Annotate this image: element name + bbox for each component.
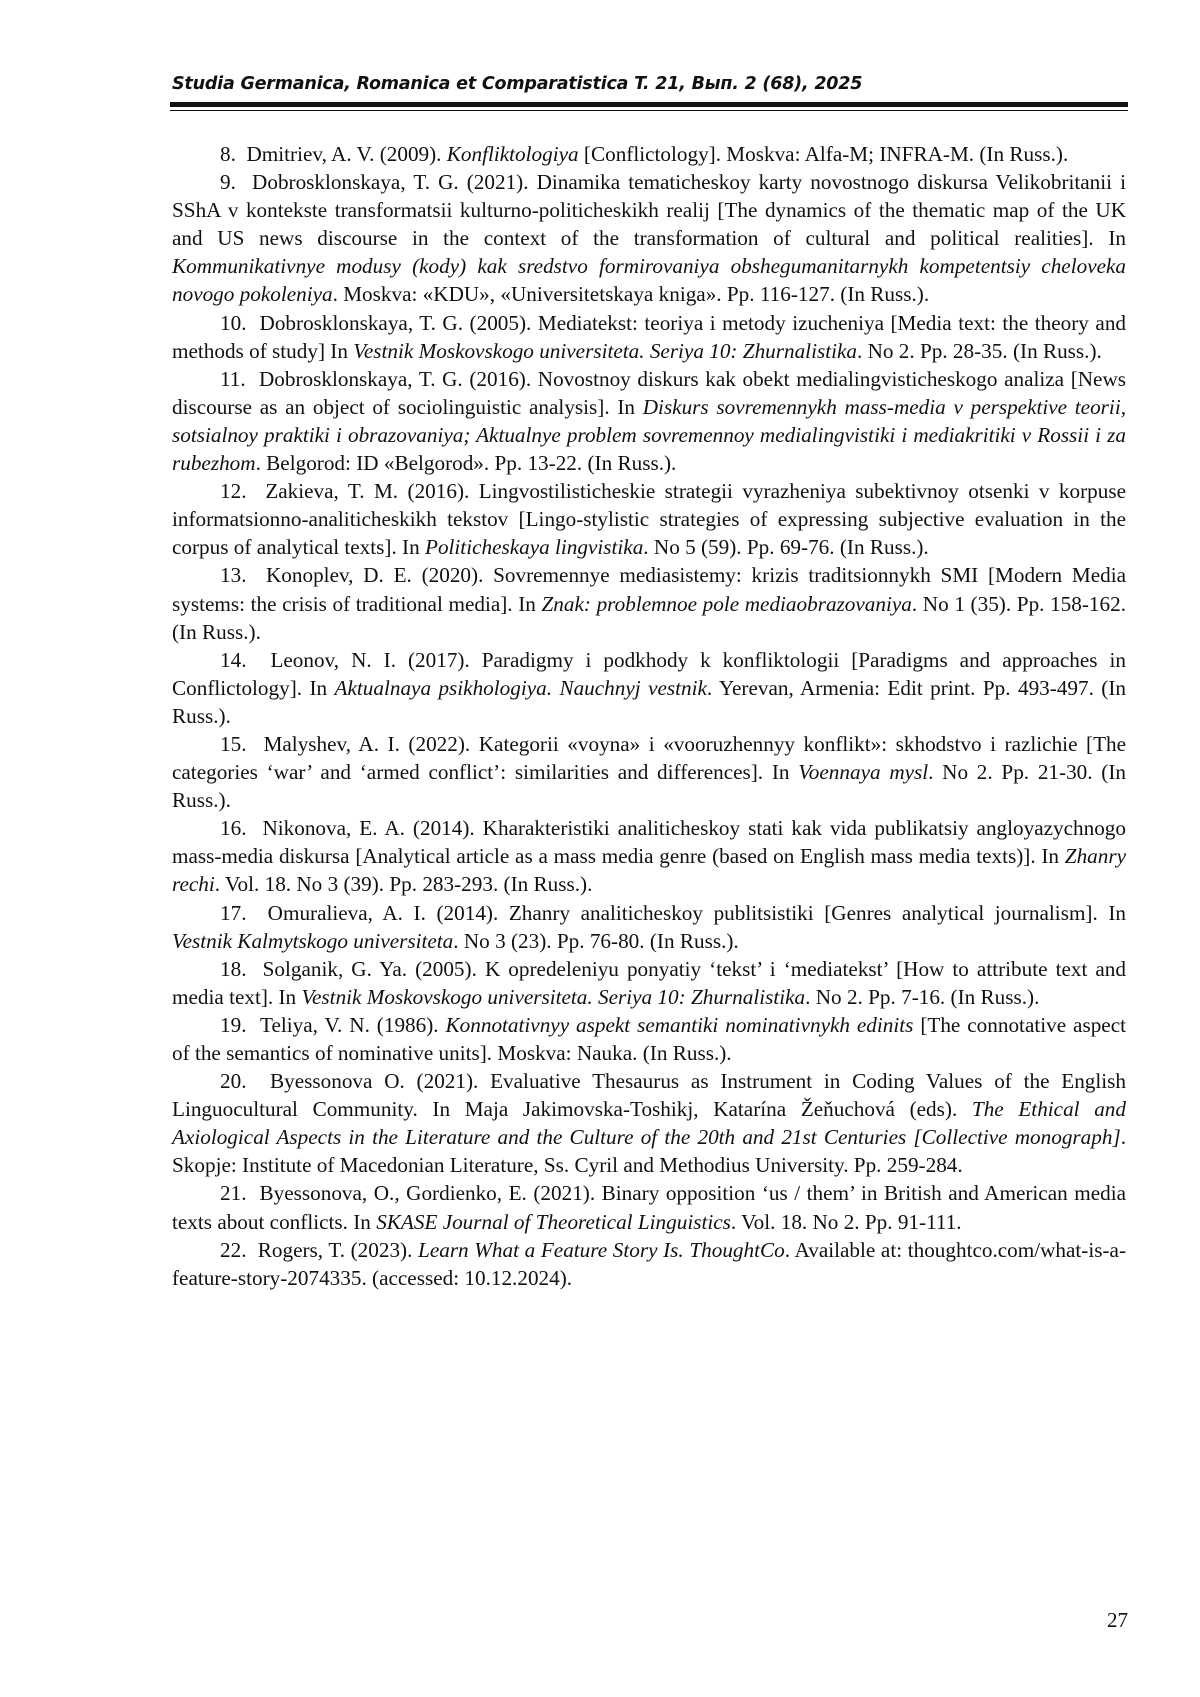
reference-title: Aktualnaya psikhologiya. Nauchnyj vestnik xyxy=(335,676,707,700)
reference-details: [The connotative aspect of the semantics of nominative units]. Moskva: Nauka. (In Russ.). xyxy=(172,1013,1126,1065)
reference-title: Konnotativnyy aspekt semantiki nominativnykh edinits xyxy=(446,1013,914,1037)
reference-text: Malyshev, A. I. (2022). Kategorii «voyna» i «vooruzhennyy konflikt»: skhodstvo i razlichie [The categories ‘war’ and ‘armed conflict’: similarities and differences]. In xyxy=(172,732,1126,784)
reference-entry xyxy=(172,955,1126,1011)
reference-entry xyxy=(172,1067,1126,1179)
reference-entry xyxy=(172,814,1126,898)
reference-text: Byessonova, O., Gordienko, E. (2021). Binary opposition ‘us / them’ in British and American media texts about conflicts. In xyxy=(172,1181,1126,1233)
reference-list xyxy=(172,140,1126,1292)
reference-number: 21. xyxy=(220,1181,246,1205)
reference-details: . Yerevan, Armenia: Edit print. Pp. 493-497. (In Russ.). xyxy=(172,676,1126,728)
reference-text: Rogers, T. (2023). xyxy=(258,1238,418,1262)
reference-title: Konfliktologiya xyxy=(447,142,579,166)
reference-number: 13. xyxy=(220,563,246,587)
reference-details: . No 3 (23). Pp. 76-80. (In Russ.). xyxy=(453,929,738,953)
reference-title: Zhanry rechi xyxy=(172,844,1126,896)
reference-title: Learn What a Feature Story Is. ThoughtCo xyxy=(418,1238,785,1262)
reference-number: 16. xyxy=(220,816,246,840)
reference-title: Politicheskaya lingvistika xyxy=(425,535,643,559)
reference-title: Voennaya mysl xyxy=(798,760,928,784)
reference-entry xyxy=(172,140,1126,168)
reference-details: . Available at: thoughtco.com/what-is-a-feature-story-2074335. (accessed: 10.12.2024). xyxy=(172,1238,1126,1290)
reference-title: The Ethical and Axiological Aspects in the Literature and the Culture of the 20th and 21st Centuries [Collective monograph] xyxy=(172,1097,1126,1149)
reference-entry xyxy=(172,365,1126,477)
reference-number: 19. xyxy=(220,1013,246,1037)
reference-details: . Skopje: Institute of Macedonian Literature, Ss. Cyril and Methodius University. Pp. 259-284. xyxy=(172,1125,1126,1177)
reference-number: 18. xyxy=(220,957,246,981)
header-rule-thin xyxy=(170,110,1128,111)
reference-text: Zakieva, T. M. (2016). Lingvostilisticheskie strategii vyrazheniya subektivnoy otsenki v korpuse informatsionno-analiticheskikh tekstov [Lingo-stylistic strategies of expressing subjective evaluation in the corpus of analytical texts]. In xyxy=(172,479,1126,559)
reference-details: . No 2. Pp. 28-35. (In Russ.). xyxy=(857,339,1102,363)
reference-text: Dmitriev, A. V. (2009). xyxy=(246,142,446,166)
reference-text: Solganik, G. Ya. (2005). K opredeleniyu ponyatiy ‘tekst’ i ‘mediatekst’ [How to attribute text and media text]. In xyxy=(172,957,1126,1009)
reference-details: . No 2. Pp. 7-16. (In Russ.). xyxy=(805,985,1039,1009)
reference-title: Vestnik Moskovskogo universiteta. Seriya 10: Zhurnalistika xyxy=(301,985,805,1009)
reference-entry xyxy=(172,1011,1126,1067)
reference-text: Leonov, N. I. (2017). Paradigmy i podkhody k konfliktologii [Paradigms and approaches in Conflictology]. In xyxy=(172,648,1126,700)
reference-entry xyxy=(172,1179,1126,1235)
reference-number: 9. xyxy=(220,170,236,194)
reference-number: 14. xyxy=(220,648,246,672)
journal-page xyxy=(0,0,1200,1697)
reference-details: . No 2. Pp. 21-30. (In Russ.). xyxy=(172,760,1126,812)
reference-text: Dobrosklonskaya, T. G. (2016). Novostnoy diskurs kak obekt medialingvisticheskogo analiza [News discourse as an object of sociolinguistic analysis]. In xyxy=(172,367,1126,419)
running-header: Studia Germanica, Romanica et Comparatistica T. 21, Вып. 2 (68), 2025 xyxy=(172,74,1132,94)
reference-text: Omuralieva, A. I. (2014). Zhanry analiticheskoy publitsistiki [Genres analytical journalism]. In xyxy=(268,901,1126,925)
reference-details: . Vol. 18. No 3 (39). Pp. 283-293. (In Russ.). xyxy=(215,872,593,896)
reference-details: . Vol. 18. No 2. Pp. 91-111. xyxy=(731,1210,962,1234)
reference-title: Znak: problemnoe pole mediaobrazovaniya xyxy=(542,592,912,616)
reference-details: . No 1 (35). Pp. 158-162. (In Russ.). xyxy=(172,592,1126,644)
reference-title: Kommunikativnye modusy (kody) kak sredstvo formirovaniya obshegumanitarnykh kompetentsiy cheloveka novogo pokoleniya xyxy=(172,254,1126,306)
reference-title: Vestnik Moskovskogo universiteta. Seriya 10: Zhurnalistika xyxy=(353,339,857,363)
reference-entry xyxy=(172,477,1126,561)
reference-entry xyxy=(172,899,1126,955)
reference-entry xyxy=(172,730,1126,814)
reference-entry xyxy=(172,309,1126,365)
reference-number: 11. xyxy=(220,367,246,391)
reference-text: Dobrosklonskaya, T. G. (2021). Dinamika tematicheskoy karty novostnogo diskursa Velikobritanii i SShA v kontekste transformatsii kulturno-politicheskikh realij [The dynamics of the thematic map of the UK and US news discourse in the context of the transformation of cultural and political realities]. In xyxy=(172,170,1126,250)
reference-number: 10. xyxy=(220,311,246,335)
page-number: 27 xyxy=(1098,1608,1128,1633)
reference-title: Diskurs sovremennykh mass-media v perspektive teorii, sotsialnoy praktiki i obrazovaniya; Aktualnye problem sovremennoy medialingvistiki i mediakritiki v Rossii i za rubezhom xyxy=(172,395,1126,475)
header-rule-thick xyxy=(170,102,1128,107)
reference-details: . No 5 (59). Pp. 69-76. (In Russ.). xyxy=(643,535,928,559)
reference-entry xyxy=(172,1236,1126,1292)
reference-number: 15. xyxy=(220,732,246,756)
reference-details: . Moskva: «KDU», «Universitetskaya kniga». Pp. 116-127. (In Russ.). xyxy=(333,282,930,306)
reference-text: Konoplev, D. E. (2020). Sovremennye mediasistemy: krizis traditsionnykh SMI [Modern Media systems: the crisis of traditional media]. In xyxy=(172,563,1126,615)
reference-number: 8. xyxy=(220,142,236,166)
reference-text: Dobrosklonskaya, T. G. (2005). Mediatekst: teoriya i metody izucheniya [Media text: the theory and methods of study] In xyxy=(172,311,1126,363)
reference-details: . Belgorod: ID «Belgorod». Pp. 13-22. (In Russ.). xyxy=(256,451,677,475)
reference-number: 20. xyxy=(220,1069,246,1093)
reference-title: SKASE Journal of Theoretical Linguistics xyxy=(376,1210,731,1234)
reference-text: Teliya, V. N. (1986). xyxy=(260,1013,446,1037)
reference-entry xyxy=(172,168,1126,308)
reference-title: Vestnik Kalmytskogo universiteta xyxy=(172,929,453,953)
reference-entry xyxy=(172,646,1126,730)
reference-number: 12. xyxy=(220,479,246,503)
reference-details: [Conflictology]. Moskva: Alfa-M; INFRA-M. (In Russ.). xyxy=(579,142,1069,166)
reference-number: 17. xyxy=(220,901,246,925)
reference-entry xyxy=(172,561,1126,645)
reference-text: Nikonova, E. A. (2014). Kharakteristiki analiticheskoy stati kak vida publikatsiy angloyazychnogo mass-media diskursa [Analytical article as a mass media genre (based on English mass media texts)]. In xyxy=(172,816,1126,868)
reference-text: Byessonova O. (2021). Evaluative Thesaurus as Instrument in Coding Values of the English Linguocultural Community. In Maja Jakimovska-Toshikj, Katarína Žeňuchová (eds). xyxy=(172,1069,1126,1121)
reference-number: 22. xyxy=(220,1238,246,1262)
